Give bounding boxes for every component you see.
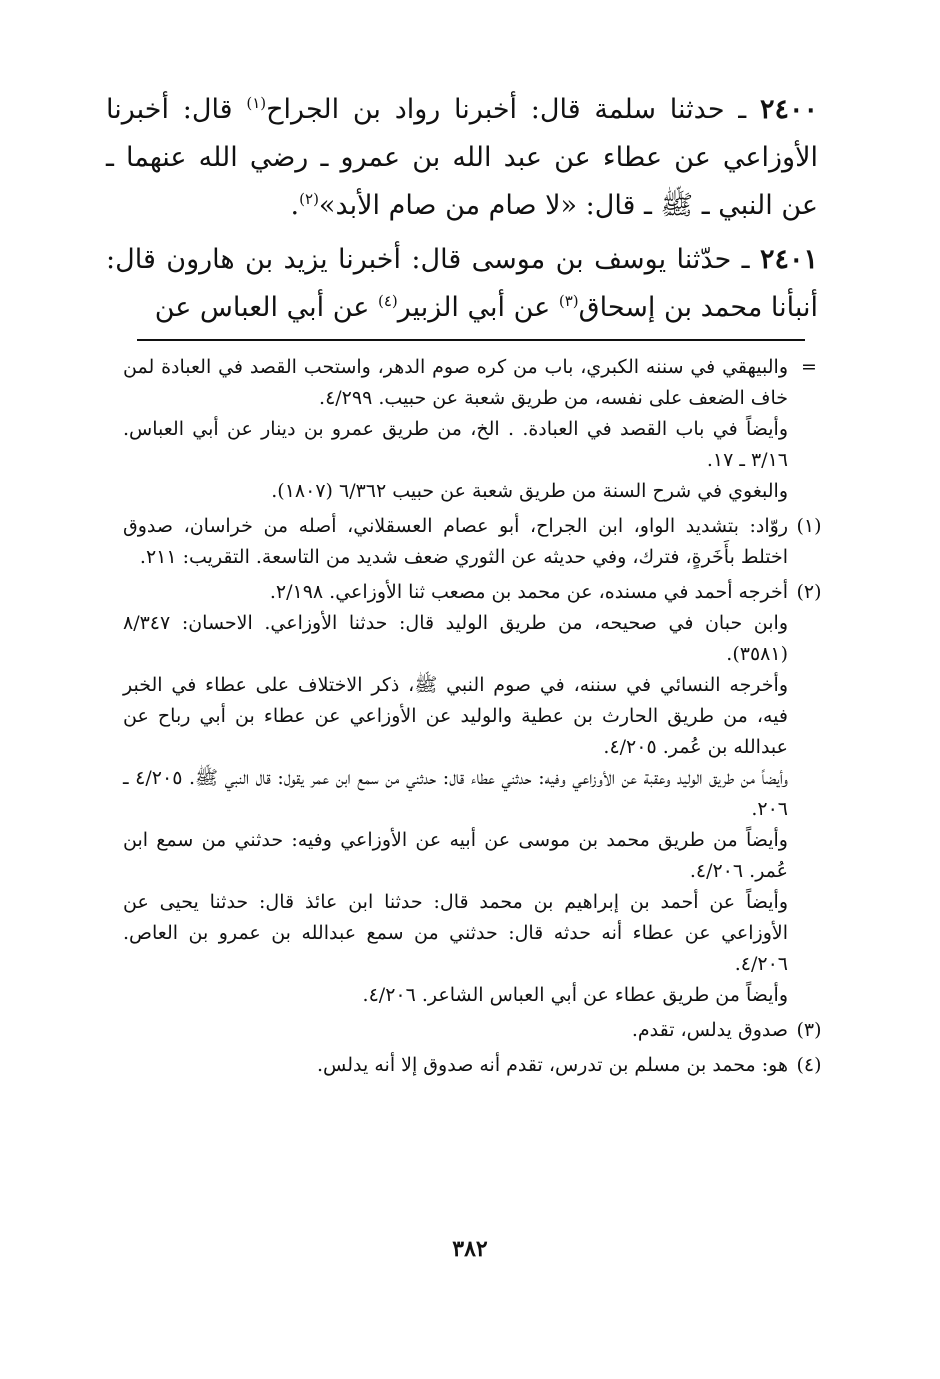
main-text (106, 86, 818, 332)
footnote-ref: (٣) (558, 292, 579, 310)
hadith-text: ـ حدثنا سلمة قال: أخبرنا رواد بن الجراح (266, 94, 760, 125)
page-number: ٣٨٢ (452, 1236, 488, 1262)
footnote-marker: (٢) (796, 581, 822, 603)
footnote-paragraph: وأخرجه النسائي في سننه، في صوم النبي ﷺ، ذكر الاختلاف على عطاء في الخبر فيه، من طريق الحارث بن عطية والوليد عن الأوزاعي عن عطاء بن أبي رباح عن عبدالله بن عُمر. ٤/٢٠٥. (123, 674, 788, 758)
footnote-3 (123, 1015, 822, 1046)
footnote-2 (123, 577, 822, 1011)
footnote-paragraph: أخرجه أحمد في مسنده، عن محمد بن مصعب ثنا الأوزاعي. ٢/١٩٨. (269, 581, 788, 603)
footnote-continuation (123, 352, 818, 507)
footnote-marker: (٤) (796, 1054, 822, 1076)
footnote-marker: = (801, 356, 817, 378)
hadith-2400 (106, 86, 818, 230)
footnote-paragraph: صدوق يدلس، تقدم. (631, 1019, 788, 1041)
footnote-paragraph: وابن حبان في صحيحه، من طريق الوليد قال: حدثنا الأوزاعي. الاحسان: ٨/٣٤٧ (٣٥٨١). (123, 612, 788, 665)
footnote-divider (137, 339, 805, 341)
footnote-paragraph: وأيضاً عن أحمد بن إبراهيم بن محمد قال: حدثنا ابن عائذ قال: حدثنا يحيى عن الأوزاعي عن عطاء أنه حدثه قال: حدثني من سمع عبدالله بن عمرو بن العاص. ٤/٢٠٦. (123, 891, 788, 975)
footnote-paragraph: والبغوي في شرح السنة من طريق شعبة عن حبيب ٦/٣٦٢ (١٨٠٧). (271, 480, 788, 502)
hadith-text: عن أبي الزبير (397, 292, 559, 323)
hadith-text: . (290, 190, 300, 221)
footnote-paragraph: وأيضاً من طريق محمد بن موسى عن أبيه عن الأوزاعي وفيه: حدثني من سمع ابن عُمر. ٤/٢٠٦. (123, 829, 788, 882)
footnote-1 (123, 511, 822, 573)
hadith-2401 (106, 236, 818, 332)
hadith-text: عن أبي العباس عن (154, 292, 378, 323)
hadith-text: قال: أخبرنا الأوزاعي عن عطاء عن عبد الله بن عمرو ـ رضي الله عنهما ـ عن النبي ـ ﷺ ـ قال: «لا صام من صام الأبد» (106, 94, 818, 221)
footnote-ref: (١) (246, 94, 267, 112)
footnote-4 (123, 1050, 822, 1081)
hadith-text: ـ حدّثنا يوسف بن موسى قال: أخبرنا يزيد بن هارون قال: أنبأنا محمد بن إسحاق (106, 244, 818, 323)
footnote-paragraph: وأيضاً في باب القصد في العبادة. . الخ، من طريق عمرو بن دينار عن أبي العباس. ٣/١٦ ـ ١٧. (123, 418, 788, 471)
footnote-marker: (٣) (796, 1019, 822, 1041)
footnote-paragraph: هو: محمد بن مسلم بن تدرس، تقدم أنه صدوق إلا أنه يدلس. (317, 1054, 788, 1076)
footnote-ref: (٢) (299, 190, 319, 208)
hadith-number: ٢٤٠١ (759, 244, 818, 275)
footnote-paragraph: روّاد: بتشديد الواو، ابن الجراح، أبو عصام العسقلاني، أصله من خراسان، صدوق اختلط بأَخَرةٍ، فترك، وفي حديثه عن الثوري ضعف شديد من التاسعة. التقريب: ٢١١. (123, 515, 788, 568)
footnote-paragraph: وأيضاً من طريق الوليد وعقبة عن الأوزاعي وفيه: حدثني عطاء قال: حدثني من سمع ابن عمر يقول: قال النبي ﷺ. ٤/٢٠٥ ـ ٢٠٦. (123, 767, 788, 820)
footnote-paragraph: والبيهقي في سننه الكبري، باب من كره صوم الدهر، واستحب القصد في العبادة لمن خاف الضعف على نفسه، من طريق شعبة عن حبيب. ٤/٢٩٩. (123, 356, 788, 409)
footnote-ref: (٤) (377, 292, 398, 310)
footnote-marker: (١) (796, 515, 822, 537)
hadith-number: ٢٤٠٠ (759, 94, 818, 125)
footnote-paragraph: وأيضاً من طريق عطاء عن أبي العباس الشاعر. ٤/٢٠٦. (362, 984, 788, 1006)
footnotes (123, 352, 822, 1085)
